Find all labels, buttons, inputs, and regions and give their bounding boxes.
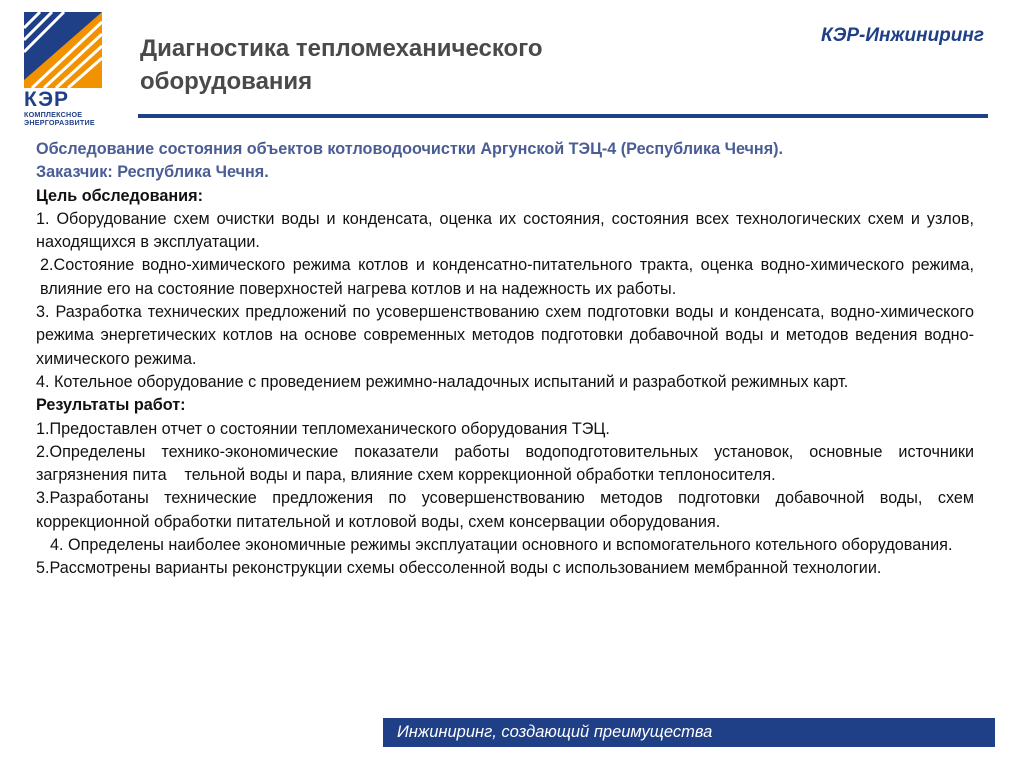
results-heading: Результаты работ:: [36, 396, 186, 415]
goal-item: 3. Разработка технических предложений по усовершенствованию схем подготовки воды и конденсата, водно-химического режима энергетических котлов на основе современных методов подготовки добавочной воды и методов ведения водно-химического режима.: [36, 303, 974, 368]
brand-name: КЭР-Инжиниринг: [821, 25, 984, 46]
result-item: 5.Рассмотрены варианты реконструкции схемы обессоленной воды с использованием мембранной технологии.: [36, 559, 882, 578]
logo-subtitle-line1: КОМПЛЕКСНОЕ: [24, 110, 83, 119]
logo-subtitle-line2: ЭНЕРГОРАЗВИТИЕ: [24, 118, 95, 127]
result-item: 1.Предоставлен отчет о состоянии тепломеханического оборудования ТЭЦ.: [36, 419, 610, 438]
goal-heading: Цель обследования:: [36, 186, 203, 205]
customer-line: Заказчик: Республика Чечня.: [36, 163, 269, 182]
result-item: 3.Разработаны технические предложения по усовершенствованию методов подготовки добавочной воды, схем коррекционной обработки питательной и котловой воды, схем консервации оборудования.: [36, 489, 974, 531]
page-title: Диагностика тепломеханического оборудования: [140, 35, 543, 95]
main-content: [36, 138, 979, 581]
result-item: 2.Определены технико-экономические показатели работы водоподготовительных установок, основные источники загрязнения пита тельной воды и пара, влияние схем коррекционной обработки теплоносителя.: [36, 442, 979, 485]
company-logo: [24, 12, 102, 127]
result-item: 4. Определены наиболее экономичные режимы эксплуатации основного и вспомогательного котельного оборудования.: [50, 536, 953, 555]
goal-item: 4. Котельное оборудование с проведением режимно-наладочных испытаний и разработкой режимных карт.: [36, 372, 849, 391]
footer-slogan: Инжиниринг, создающий преимущества: [397, 723, 713, 741]
header-divider: [138, 114, 988, 118]
goal-item: 1. Оборудование схем очистки воды и конденсата, оценка их состояния, состояния всех технологических схем и узлов, находящихся в эксплуатации.: [36, 209, 974, 252]
logo-emblem-icon: [24, 12, 102, 88]
survey-heading: Обследование состояния объектов котловодоочистки Аргунской ТЭЦ-4 (Республика Чечня).: [36, 140, 784, 158]
logo-abbreviation: КЭР: [24, 88, 70, 111]
goal-item: 2.Состояние водно-химического режима котлов и конденсатно-питательного тракта, оценка водно-химического режима, влияние его на состояние поверхностей нагрева котлов и на надежность их работы.: [40, 256, 974, 298]
footer-banner: [383, 718, 995, 747]
